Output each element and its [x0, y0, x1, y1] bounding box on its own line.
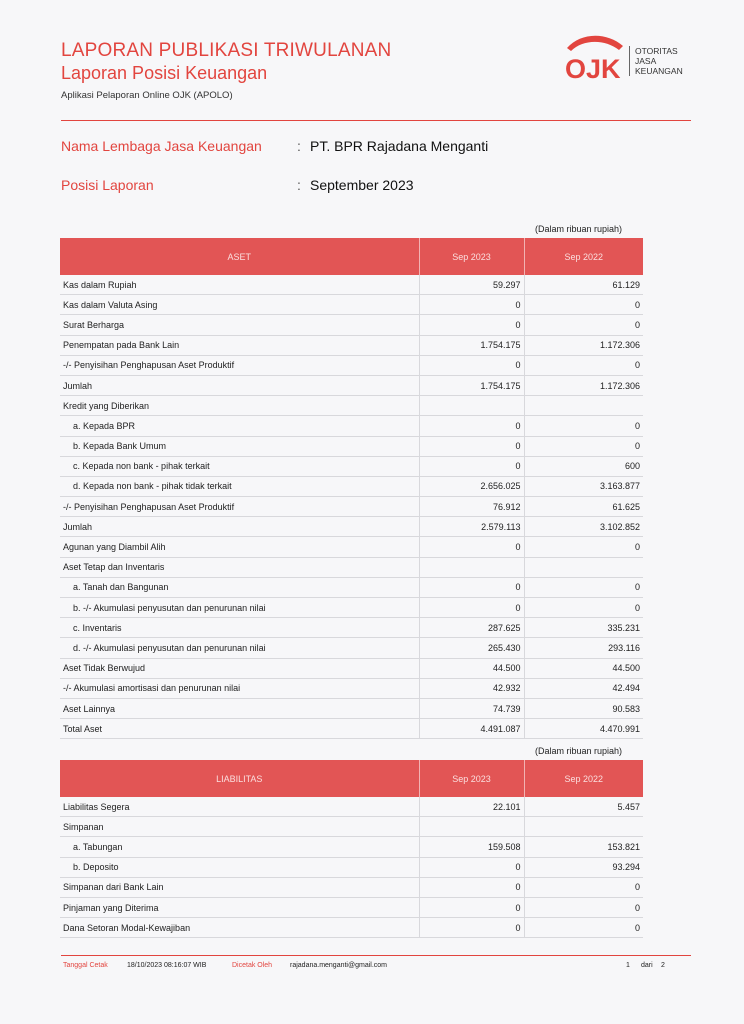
logo-text: [635, 46, 683, 76]
assets-header-label: ASET: [60, 238, 419, 275]
row-label: Penempatan pada Bank Lain: [60, 335, 419, 355]
row-value-previous: 61.625: [524, 497, 643, 517]
row-value-previous: 61.129: [524, 275, 643, 295]
row-label: b. Kepada Bank Umum: [60, 436, 419, 456]
row-label: Jumlah: [60, 375, 419, 395]
unit-note-assets: (Dalam ribuan rupiah): [535, 224, 623, 234]
table-row: [60, 396, 643, 416]
table-row: [60, 497, 643, 517]
row-label: c. Inventaris: [60, 618, 419, 638]
row-value-previous: 0: [524, 598, 643, 618]
row-value-current: 0: [419, 537, 524, 557]
row-value-previous: 5.457: [524, 797, 643, 817]
row-value-current: 0: [419, 456, 524, 476]
row-label: Aset Lainnya: [60, 698, 419, 718]
row-label: d. -/- Akumulasi penyusutan dan penurunan nilai: [60, 638, 419, 658]
assets-header-col1: Sep 2023: [419, 238, 524, 275]
table-row: [60, 817, 643, 837]
svg-text:OJK: OJK: [565, 54, 621, 84]
row-value-previous: 0: [524, 877, 643, 897]
row-value-previous: 0: [524, 537, 643, 557]
table-row: [60, 797, 643, 817]
app-name: Aplikasi Pelaporan Online OJK (APOLO): [61, 90, 233, 101]
row-value-current: 159.508: [419, 837, 524, 857]
table-row: [60, 918, 643, 938]
period-value: September 2023: [310, 177, 414, 193]
row-value-current: 0: [419, 577, 524, 597]
ojk-logo-mark-icon: [563, 34, 627, 84]
table-row: [60, 335, 643, 355]
row-value-current: [419, 817, 524, 837]
row-value-current: 0: [419, 877, 524, 897]
table-row: [60, 719, 643, 739]
row-label: Aset Tetap dan Inventaris: [60, 557, 419, 577]
table-row: [60, 416, 643, 436]
row-value-current: 0: [419, 295, 524, 315]
institution-value: PT. BPR Rajadana Menganti: [310, 138, 489, 154]
row-value-previous: 1.172.306: [524, 375, 643, 395]
row-value-current: 0: [419, 897, 524, 917]
table-row: [60, 678, 643, 698]
table-row: [60, 375, 643, 395]
table-row: [60, 517, 643, 537]
row-label: Surat Berharga: [60, 315, 419, 335]
logo-text-line1: OTORITAS: [635, 46, 678, 56]
row-value-current: 0: [419, 355, 524, 375]
printed-by-label: Dicetak Oleh: [232, 962, 273, 969]
row-value-previous: 93.294: [524, 857, 643, 877]
row-value-current: 0: [419, 416, 524, 436]
row-label: a. Tabungan: [60, 837, 419, 857]
table-row: [60, 598, 643, 618]
table-row: [60, 877, 643, 897]
row-value-previous: 1.172.306: [524, 335, 643, 355]
row-label: Pinjaman yang Diterima: [60, 897, 419, 917]
table-row: [60, 355, 643, 375]
row-label: c. Kepada non bank - pihak terkait: [60, 456, 419, 476]
printed-by-value: rajadana.menganti@gmail.com: [290, 962, 387, 969]
page-current: 1: [626, 962, 630, 969]
row-value-current: 2.579.113: [419, 517, 524, 537]
row-value-previous: [524, 817, 643, 837]
row-value-previous: 0: [524, 315, 643, 335]
table-row: [60, 618, 643, 638]
row-label: -/- Penyisihan Penghapusan Aset Produktif: [60, 497, 419, 517]
row-value-previous: 0: [524, 355, 643, 375]
logo-separator: [629, 46, 630, 76]
row-value-current: 42.932: [419, 678, 524, 698]
ojk-logo: [563, 34, 703, 84]
row-value-previous: 293.116: [524, 638, 643, 658]
report-subtitle: Laporan Posisi Keuangan: [61, 63, 268, 83]
row-value-current: 74.739: [419, 698, 524, 718]
row-value-previous: 3.163.877: [524, 476, 643, 496]
liabilities-header-label: LIABILITAS: [60, 760, 419, 797]
row-value-current: 1.754.175: [419, 335, 524, 355]
liabilities-header-col1: Sep 2023: [419, 760, 524, 797]
row-value-previous: 153.821: [524, 837, 643, 857]
table-row: [60, 638, 643, 658]
assets-header-col2: Sep 2022: [524, 238, 643, 275]
table-row: [60, 557, 643, 577]
table-row: [60, 436, 643, 456]
period-colon: :: [297, 177, 301, 193]
row-value-previous: 44.500: [524, 658, 643, 678]
liabilities-table: [60, 760, 643, 938]
row-label: Jumlah: [60, 517, 419, 537]
row-value-current: [419, 557, 524, 577]
table-row: [60, 315, 643, 335]
row-label: Total Aset: [60, 719, 419, 739]
row-label: a. Tanah dan Bangunan: [60, 577, 419, 597]
row-value-previous: 4.470.991: [524, 719, 643, 739]
table-row: [60, 476, 643, 496]
row-value-previous: 42.494: [524, 678, 643, 698]
row-value-current: [419, 396, 524, 416]
print-date-value: 18/10/2023 08:16:07 WIB: [127, 962, 207, 969]
row-label: b. Deposito: [60, 857, 419, 877]
liabilities-header-row: [60, 760, 643, 797]
row-value-current: 1.754.175: [419, 375, 524, 395]
row-label: -/- Penyisihan Penghapusan Aset Produktif: [60, 355, 419, 375]
period-label: Posisi Laporan: [61, 177, 154, 193]
logo-text-line2: JASA: [635, 56, 657, 66]
row-value-previous: [524, 557, 643, 577]
report-title: LAPORAN PUBLIKASI TRIWULANAN: [61, 40, 392, 61]
row-value-current: 0: [419, 918, 524, 938]
row-label: Simpanan dari Bank Lain: [60, 877, 419, 897]
unit-note-liabilities: (Dalam ribuan rupiah): [535, 746, 623, 756]
assets-header-row: [60, 238, 643, 275]
row-value-current: 22.101: [419, 797, 524, 817]
row-label: b. -/- Akumulasi penyusutan dan penurunan nilai: [60, 598, 419, 618]
row-value-previous: 0: [524, 918, 643, 938]
page-of: dari: [641, 962, 653, 969]
row-label: Kredit yang Diberikan: [60, 396, 419, 416]
row-value-current: 0: [419, 436, 524, 456]
row-value-previous: 0: [524, 416, 643, 436]
print-date-label: Tanggal Cetak: [63, 962, 108, 969]
row-value-previous: 0: [524, 897, 643, 917]
row-label: Liabilitas Segera: [60, 797, 419, 817]
row-label: -/- Akumulasi amortisasi dan penurunan nilai: [60, 678, 419, 698]
footer-divider: [61, 955, 691, 956]
row-label: Aset Tidak Berwujud: [60, 658, 419, 678]
table-row: [60, 857, 643, 877]
row-value-current: 0: [419, 315, 524, 335]
table-row: [60, 658, 643, 678]
row-value-previous: 3.102.852: [524, 517, 643, 537]
row-value-current: 4.491.087: [419, 719, 524, 739]
row-value-previous: 90.583: [524, 698, 643, 718]
row-value-previous: 0: [524, 295, 643, 315]
row-label: d. Kepada non bank - pihak tidak terkait: [60, 476, 419, 496]
table-row: [60, 295, 643, 315]
row-value-current: 2.656.025: [419, 476, 524, 496]
row-value-current: 44.500: [419, 658, 524, 678]
row-value-current: 0: [419, 857, 524, 877]
header-divider: [61, 120, 691, 121]
row-label: a. Kepada BPR: [60, 416, 419, 436]
table-row: [60, 698, 643, 718]
row-label: Kas dalam Valuta Asing: [60, 295, 419, 315]
row-value-previous: 335.231: [524, 618, 643, 638]
row-value-previous: 0: [524, 436, 643, 456]
row-value-previous: 0: [524, 577, 643, 597]
row-value-current: 59.297: [419, 275, 524, 295]
row-label: Kas dalam Rupiah: [60, 275, 419, 295]
row-value-current: 0: [419, 598, 524, 618]
table-row: [60, 837, 643, 857]
row-label: Agunan yang Diambil Alih: [60, 537, 419, 557]
logo-text-line3: KEUANGAN: [635, 66, 683, 76]
institution-colon: :: [297, 138, 301, 154]
row-value-previous: [524, 396, 643, 416]
assets-table: [60, 238, 643, 739]
row-value-current: 76.912: [419, 497, 524, 517]
table-row: [60, 275, 643, 295]
row-label: Dana Setoran Modal-Kewajiban: [60, 918, 419, 938]
row-value-current: 265.430: [419, 638, 524, 658]
institution-label: Nama Lembaga Jasa Keuangan: [61, 138, 262, 154]
row-value-current: 287.625: [419, 618, 524, 638]
page-total: 2: [661, 962, 665, 969]
table-row: [60, 577, 643, 597]
liabilities-header-col2: Sep 2022: [524, 760, 643, 797]
table-row: [60, 897, 643, 917]
row-label: Simpanan: [60, 817, 419, 837]
table-row: [60, 456, 643, 476]
row-value-previous: 600: [524, 456, 643, 476]
table-row: [60, 537, 643, 557]
